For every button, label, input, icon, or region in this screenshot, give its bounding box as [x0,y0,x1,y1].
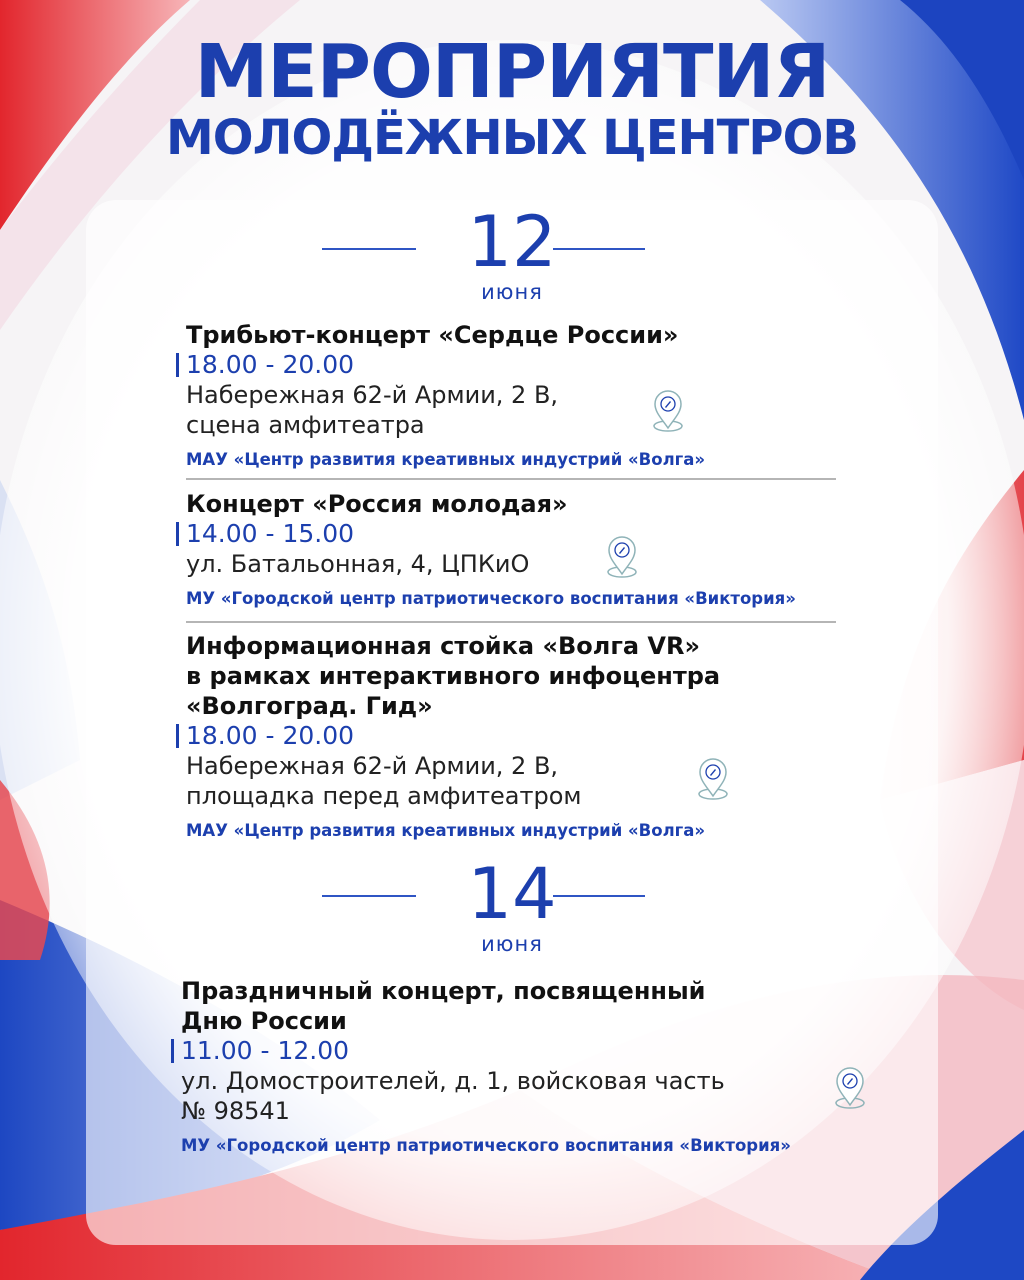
event-time: 14.00 - 15.00 [180,519,946,549]
event-address: Набережная 62-й Армии, 2 В, [186,752,559,780]
event-time: 11.00 - 12.00 [175,1036,941,1066]
location-pin-icon [833,1065,867,1111]
event-address: ул. Батальонная, 4, ЦПКиО [186,550,530,578]
date-header-12 [0,201,1024,304]
date-header-14 [0,853,1024,956]
event-address: ул. Домостроителей, д. 1, войсковая часть [181,1067,725,1095]
event-time: 18.00 - 20.00 [180,350,846,380]
event-divider [186,478,836,480]
event-title: Дню России [181,1007,347,1035]
date-day: 12 [467,201,557,283]
date-month: июня [481,932,543,956]
event-divider [186,621,836,623]
event-address: сцена амфитеатра [186,411,425,439]
event-address: Набережная 62-й Армии, 2 В, [186,381,559,409]
location-pin-icon [696,756,730,802]
event-item [186,631,886,843]
event-title: Трибьют-концерт «Сердце России» [186,321,679,349]
event-item [186,320,846,472]
event-item [181,976,941,1158]
event-address: площадка перед амфитеатром [186,782,582,810]
page-title: МЕРОПРИЯТИЯ [194,29,830,115]
event-title: в рамках интерактивного инфоцентра [186,662,721,690]
event-title: «Волгоград. Гид» [186,692,433,720]
event-organizer: МУ «Городской центр патриотического воспитания «Виктория» [181,1136,791,1155]
event-time: 18.00 - 20.00 [180,721,886,751]
event-title: Концерт «Россия молодая» [186,490,568,518]
event-title: Праздничный концерт, посвященный [181,977,706,1005]
date-month: июня [481,280,543,304]
location-pin-icon [651,388,685,434]
event-organizer: МАУ «Центр развития креативных индустрий «Волга» [186,450,706,469]
event-organizer: МУ «Городской центр патриотического воспитания «Виктория» [186,589,796,608]
event-organizer: МАУ «Центр развития креативных индустрий «Волга» [186,821,706,840]
event-item [186,489,946,611]
location-pin-icon [605,534,639,580]
page-subtitle: МОЛОДЁЖНЫХ ЦЕНТРОВ [166,110,858,166]
date-day: 14 [467,853,557,935]
event-address: № 98541 [181,1097,290,1125]
event-title: Информационная стойка «Волга VR» [186,632,700,660]
